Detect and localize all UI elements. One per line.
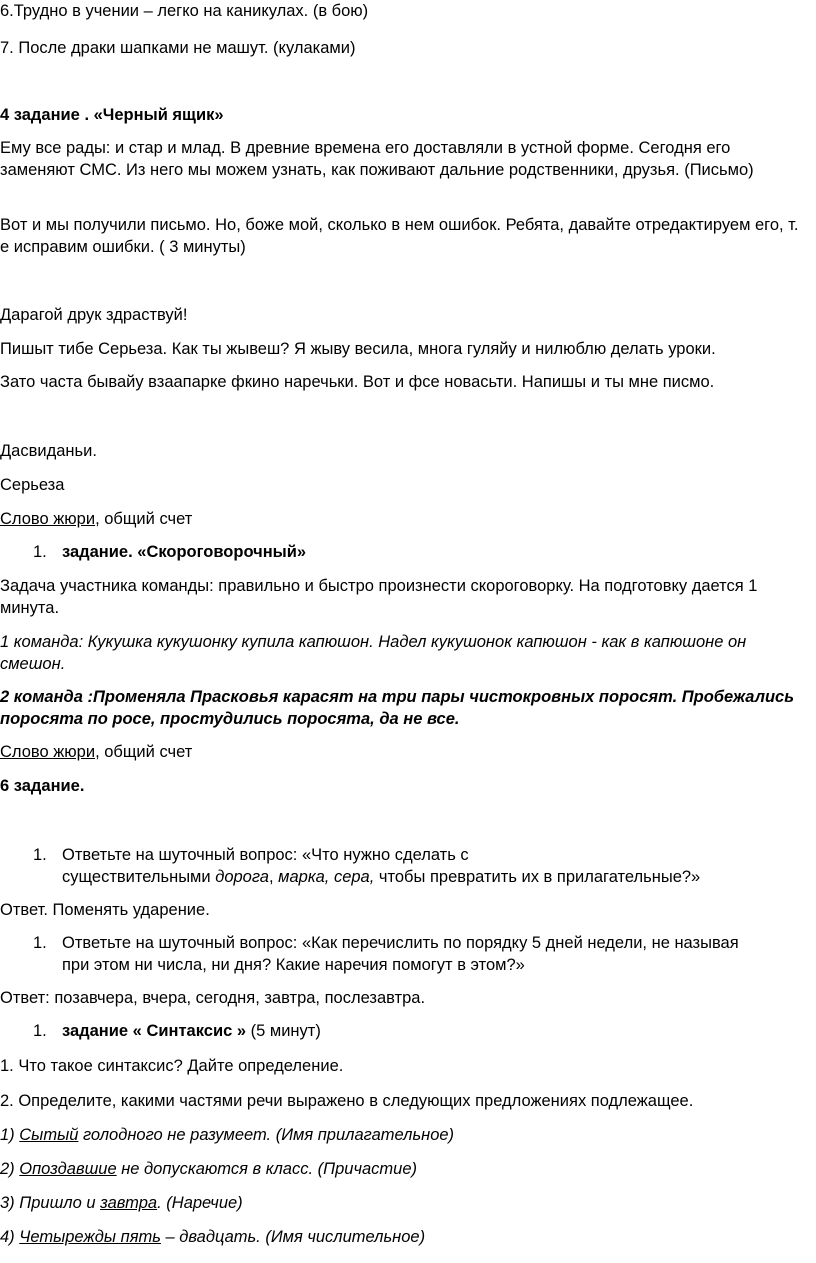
task5-title: задание. «Скороговорочный»: [62, 543, 307, 561]
proverb-7: 7. После драки шапками не машут. (кулаками): [0, 39, 356, 57]
answer-2: Ответ: позавчера, вчера, сегодня, завтра, послезавтра.: [0, 989, 426, 1007]
example-4: 4) Четырежды пять – двадцать. (Имя числительное): [0, 1228, 426, 1246]
jury-link: Слово жюри: [0, 743, 96, 761]
syntax-question-2: 2. Определите, какими частями речи выражено в следующих предложениях подлежащее.: [0, 1092, 694, 1110]
example-2: 2) Опоздавшие не допускаются в класс. (Причастие): [0, 1160, 418, 1178]
letter-line-2: Зато часта бывайу взаапарке фкино наречьки. Вот и фсе новасьти. Напишы и ты мне писмо.: [0, 373, 715, 391]
letter-farewell: Дасвиданьи.: [0, 442, 97, 460]
list-number: 1.: [33, 543, 47, 561]
jury-link: Слово жюри: [0, 510, 96, 528]
task4-title: 4 задание . «Черный ящик»: [0, 106, 224, 124]
letter-signature: Серьеза: [0, 476, 65, 494]
letter-greeting: Дарагой друк здраствуй!: [0, 306, 188, 324]
example-3: 3) Пришло и завтра. (Наречие): [0, 1194, 243, 1212]
syntax-question-1: 1. Что такое синтаксис? Дайте определение.: [0, 1057, 344, 1075]
list-number: 1.: [33, 934, 47, 952]
proverb-6: 6.Трудно в учении – легко на каникулах. (в бою): [0, 2, 369, 20]
example-1: 1) Сытый голодного не разумеет. (Имя прилагательное): [0, 1126, 455, 1144]
answer-1: Ответ. Поменять ударение.: [0, 901, 210, 919]
jury-note-2: Слово жюри, общий счет: [0, 743, 193, 761]
task5-description: Задача участника команды: правильно и быстро произнести скороговорку. На подготовку дается 1 минута.: [0, 577, 758, 617]
letter-line-1: Пишыт тибе Серьеза. Как ты жывеш? Я жыву весила, многа гуляйу и нилюблю делать уроки.: [0, 340, 716, 358]
task6-title: 6 задание.: [0, 777, 85, 795]
list-number: 1.: [33, 846, 47, 864]
document-page: 6.Трудно в учении – легко на каникулах. (в бою) 7. После драки шапками не машут. (кулаками) 4 задание . «Черный ящик» Ему все рады: и стар и млад. В древние времена его доставляли в устной форме. Сегодня его заменяют СМС. Из него мы можем узнать, как поживают дальние родственники, друзья. (Письмо) Вот и мы получили письмо. Но, боже мой, сколько в нем ошибок. Ребята, давайте отредактируем его, т. е исправим ошибки. ( 3 минуты) Дарагой друк здраствуй! Пишыт тибе Серьеза. Как ты жывеш? Я жыву весила, многа гуляйу и нилюблю делать уроки. Зато часта бывайу взаапарке фкино наречьки. Вот и фсе новасьти. Напишы и ты мне писмо. Дасвиданьи. Серьеза Слово жюри, общий счет 1. задание. «Скороговорочный» Задача участника команды: правильно и быстро произнести скороговорку. На подготовку дается 1 минута. 1 команда: Кукушка кукушонку купила капюшон. Надел кукушонок капюшон - как в капюшоне он смешон. 2 команда :Променяла Прасковья карасят на три пары чистокровных поросят. Пробежались поросята по росе, простудились поросята, да не все. Слово жюри, общий счет 6 задание. 1. Ответьте на шуточный вопрос: «Что нужно сделать с существительными дорога, марка, сера, чтобы превратить их в прилагательные?» Ответ. Поменять ударение. 1. Ответьте на шуточный вопрос: «Как перечислить по порядку 5 дней недели, не называя при этом ни числа, ни дня? Какие наречия помогут в этом?» Ответ: позавчера, вчера, сегодня, завтра, послезавтра. 1. задание « Синтаксис » (5 минут) 1. Что такое синтаксис? Дайте определение. 2. Определите, какими частями речи выражено в следующих предложениях подлежащее. 1) Сытый голодного не разумеет. (Имя прилагательное) 2) Опоздавшие не допускаются в класс. (Причастие) 3) Пришло и завтра. (Наречие) 4) Четырежды пять – двадцать. (Имя числительное): [0, 0, 816, 1263]
task4-riddle: Ему все рады: и стар и млад. В древние времена его доставляли в устной форме. Сегодня его заменяют СМС. Из него мы можем узнать, как поживают дальние родственники, друзья. (Письмо): [0, 139, 754, 179]
list-number: 1.: [33, 1022, 47, 1040]
jury-note-1: Слово жюри, общий счет: [0, 510, 193, 528]
team1-tongue-twister: 1 команда: Кукушка кукушонку купила капюшон. Надел кукушонок капюшон - как в капюшоне он смешон.: [0, 633, 747, 673]
team2-tongue-twister: 2 команда :Променяла Прасковья карасят на три пары чистокровных поросят. Пробежались поросята по росе, простудились поросята, да не все.: [0, 688, 795, 728]
task4-instructions: Вот и мы получили письмо. Но, боже мой, сколько в нем ошибок. Ребята, давайте отредактируем его, т. е исправим ошибки. ( 3 минуты): [0, 216, 799, 256]
